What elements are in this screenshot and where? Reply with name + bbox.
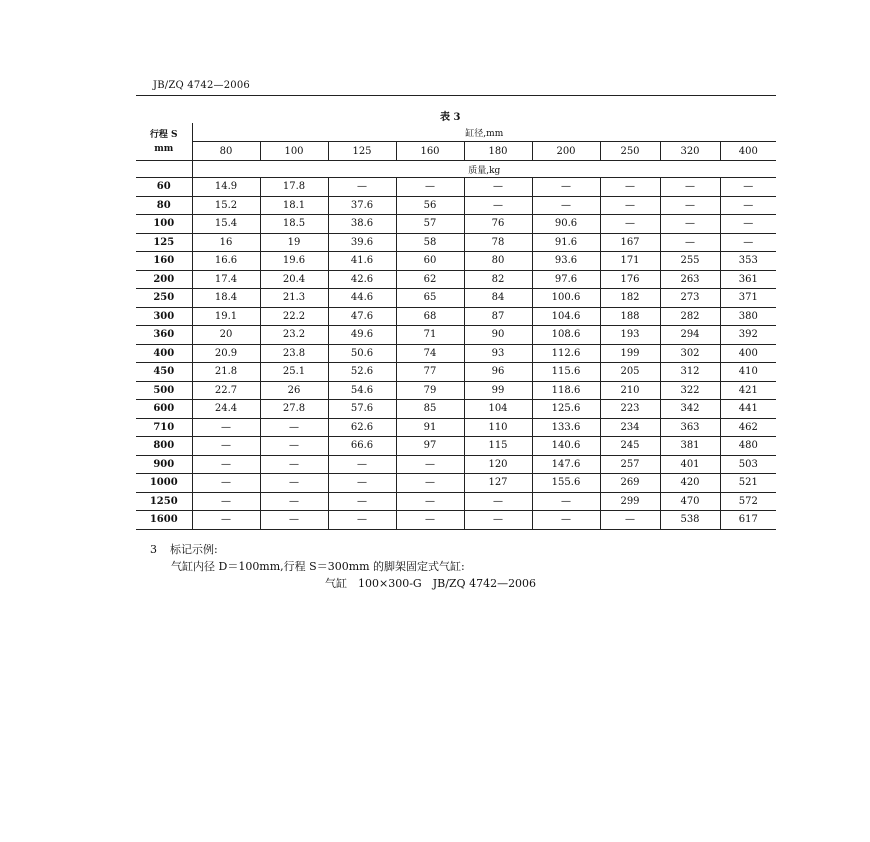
mass-cell: —: [192, 437, 260, 456]
stroke-cell: 710: [136, 418, 192, 437]
mass-cell: 188: [600, 307, 660, 326]
mass-cell: —: [660, 178, 720, 197]
bore-header-cell: 180: [464, 142, 532, 161]
mass-cell: 441: [720, 400, 776, 419]
mass-cell: 199: [600, 344, 660, 363]
mass-cell: 85: [396, 400, 464, 419]
mass-cell: 120: [464, 455, 532, 474]
mass-cell: —: [396, 455, 464, 474]
mass-cell: 342: [660, 400, 720, 419]
table-row: [136, 233, 776, 252]
mass-cell: —: [396, 178, 464, 197]
stroke-cell: 1250: [136, 492, 192, 511]
mass-cell: —: [396, 492, 464, 511]
mass-cell: 104.6: [532, 307, 600, 326]
mass-cell: 110: [464, 418, 532, 437]
stroke-cell: 125: [136, 233, 192, 252]
stroke-header: [136, 123, 192, 161]
mass-cell: 140.6: [532, 437, 600, 456]
mass-cell: 20.9: [192, 344, 260, 363]
mass-cell: 361: [720, 270, 776, 289]
note-description: 气缸内径 D＝100mm,行程 S＝300mm 的脚架固定式气缸:: [171, 560, 465, 573]
mass-cell: 100.6: [532, 289, 600, 308]
bore-header-cell: 250: [600, 142, 660, 161]
mass-cell: —: [328, 474, 396, 493]
bore-row: [136, 142, 776, 161]
mass-cell: 322: [660, 381, 720, 400]
mass-cell: 401: [660, 455, 720, 474]
mass-cell: —: [328, 511, 396, 530]
stroke-cell: 360: [136, 326, 192, 345]
mass-cell: 255: [660, 252, 720, 271]
mass-cell: 115.6: [532, 363, 600, 382]
mass-cell: 50.6: [328, 344, 396, 363]
stroke-cell: 1600: [136, 511, 192, 530]
bore-header-cell: 400: [720, 142, 776, 161]
mass-cell: 282: [660, 307, 720, 326]
mass-cell: 38.6: [328, 215, 396, 234]
mass-cell: 91: [396, 418, 464, 437]
mass-cell: —: [260, 474, 328, 493]
mass-cell: 21.8: [192, 363, 260, 382]
table-row: [136, 270, 776, 289]
mass-cell: 58: [396, 233, 464, 252]
mass-cell: 18.1: [260, 196, 328, 215]
mass-cell: 269: [600, 474, 660, 493]
mass-cell: 167: [600, 233, 660, 252]
mass-cell: 18.4: [192, 289, 260, 308]
bore-header-cell: 320: [660, 142, 720, 161]
mass-cell: 93.6: [532, 252, 600, 271]
marking-example: [150, 541, 536, 592]
mass-cell: 21.3: [260, 289, 328, 308]
mass-cell: 23.2: [260, 326, 328, 345]
table-row: [136, 289, 776, 308]
mass-cell: —: [532, 492, 600, 511]
note-number: 3: [150, 543, 157, 556]
mass-cell: 68: [396, 307, 464, 326]
mass-cell: —: [532, 196, 600, 215]
mass-cell: 24.4: [192, 400, 260, 419]
mass-cell: 205: [600, 363, 660, 382]
mass-cell: 371: [720, 289, 776, 308]
mass-cell: 133.6: [532, 418, 600, 437]
mass-cell: —: [260, 437, 328, 456]
mass-cell: 56: [396, 196, 464, 215]
table-row: [136, 252, 776, 271]
mass-cell: 54.6: [328, 381, 396, 400]
mass-cell: 353: [720, 252, 776, 271]
mass-cell: 420: [660, 474, 720, 493]
mass-cell: 470: [660, 492, 720, 511]
mass-cell: —: [260, 418, 328, 437]
mass-cell: 147.6: [532, 455, 600, 474]
mass-cell: 294: [660, 326, 720, 345]
table-row: [136, 400, 776, 419]
note-designation: 气缸 100×300-G JB/ZQ 4742—2006: [325, 577, 537, 590]
mass-cell: 52.6: [328, 363, 396, 382]
mass-cell: 44.6: [328, 289, 396, 308]
mass-cell: 20: [192, 326, 260, 345]
mass-cell: —: [600, 178, 660, 197]
mass-cell: —: [192, 511, 260, 530]
table-row: [136, 326, 776, 345]
mass-header: 质量,kg: [192, 161, 776, 178]
mass-cell: —: [464, 178, 532, 197]
mass-cell: —: [600, 511, 660, 530]
mass-cell: —: [260, 455, 328, 474]
mass-cell: 108.6: [532, 326, 600, 345]
mass-cell: 171: [600, 252, 660, 271]
mass-cell: 617: [720, 511, 776, 530]
mass-cell: 19: [260, 233, 328, 252]
stroke-cell: 450: [136, 363, 192, 382]
stroke-cell: 500: [136, 381, 192, 400]
mass-cell: 115: [464, 437, 532, 456]
mass-cell: 84: [464, 289, 532, 308]
table-row: [136, 492, 776, 511]
bore-header-cell: 100: [260, 142, 328, 161]
mass-cell: 363: [660, 418, 720, 437]
mass-cell: 57: [396, 215, 464, 234]
table-row: [136, 381, 776, 400]
mass-cell: 47.6: [328, 307, 396, 326]
mass-cell: 299: [600, 492, 660, 511]
table-row: [136, 215, 776, 234]
mass-cell: 74: [396, 344, 464, 363]
bore-header-cell: 200: [532, 142, 600, 161]
mass-cell: 22.2: [260, 307, 328, 326]
mass-cell: —: [464, 511, 532, 530]
mass-cell: 16: [192, 233, 260, 252]
stroke-cell: 900: [136, 455, 192, 474]
mass-cell: 257: [600, 455, 660, 474]
stroke-cell: 200: [136, 270, 192, 289]
mass-cell: —: [720, 196, 776, 215]
table-row: [136, 418, 776, 437]
mass-cell: 62.6: [328, 418, 396, 437]
mass-cell: 410: [720, 363, 776, 382]
mass-cell: —: [192, 418, 260, 437]
mass-cell: 182: [600, 289, 660, 308]
mass-cell: 480: [720, 437, 776, 456]
mass-cell: 82: [464, 270, 532, 289]
header-rule: [136, 95, 776, 96]
mass-cell: —: [328, 455, 396, 474]
mass-cell: 302: [660, 344, 720, 363]
stroke-label: 行程 S: [149, 129, 178, 140]
cylinder-mass-table: [136, 123, 776, 530]
mass-cell: 79: [396, 381, 464, 400]
mass-cell: 572: [720, 492, 776, 511]
mass-cell: 20.4: [260, 270, 328, 289]
mass-cell: 37.6: [328, 196, 396, 215]
mass-cell: 80: [464, 252, 532, 271]
mass-cell: 62: [396, 270, 464, 289]
mass-cell: 57.6: [328, 400, 396, 419]
mass-cell: —: [600, 215, 660, 234]
mass-cell: 16.6: [192, 252, 260, 271]
mass-cell: 15.2: [192, 196, 260, 215]
mass-cell: 22.7: [192, 381, 260, 400]
bore-header: 缸径,mm: [192, 123, 776, 142]
mass-cell: 91.6: [532, 233, 600, 252]
note-title: 标记示例:: [170, 543, 218, 556]
mass-cell: 127: [464, 474, 532, 493]
mass-cell: 41.6: [328, 252, 396, 271]
mass-cell: —: [464, 196, 532, 215]
mass-cell: 60: [396, 252, 464, 271]
mass-cell: 87: [464, 307, 532, 326]
mass-cell: —: [328, 492, 396, 511]
mass-cell: —: [720, 215, 776, 234]
mass-cell: 78: [464, 233, 532, 252]
mass-cell: 71: [396, 326, 464, 345]
mass-cell: 27.8: [260, 400, 328, 419]
mass-cell: 503: [720, 455, 776, 474]
stroke-cell: 600: [136, 400, 192, 419]
mass-cell: 118.6: [532, 381, 600, 400]
mass-cell: 538: [660, 511, 720, 530]
stroke-unit: mm: [154, 143, 174, 154]
mass-cell: 125.6: [532, 400, 600, 419]
mass-cell: 66.6: [328, 437, 396, 456]
mass-cell: —: [192, 455, 260, 474]
mass-cell: 15.4: [192, 215, 260, 234]
mass-cell: 93: [464, 344, 532, 363]
mass-cell: 155.6: [532, 474, 600, 493]
mass-cell: 97: [396, 437, 464, 456]
bore-header-cell: 80: [192, 142, 260, 161]
mass-cell: 193: [600, 326, 660, 345]
table-row: [136, 363, 776, 382]
mass-cell: 19.1: [192, 307, 260, 326]
mass-cell: —: [720, 178, 776, 197]
mass-cell: 17.8: [260, 178, 328, 197]
bore-header-cell: 125: [328, 142, 396, 161]
mass-cell: 14.9: [192, 178, 260, 197]
table-row: [136, 178, 776, 197]
table-body: [136, 178, 776, 530]
mass-cell: —: [660, 196, 720, 215]
table-row: [136, 474, 776, 493]
mass-cell: 18.5: [260, 215, 328, 234]
mass-cell: 400: [720, 344, 776, 363]
mass-cell: 245: [600, 437, 660, 456]
mass-cell: —: [600, 196, 660, 215]
mass-cell: —: [260, 511, 328, 530]
mass-cell: 312: [660, 363, 720, 382]
stroke-cell: 300: [136, 307, 192, 326]
mass-cell: 17.4: [192, 270, 260, 289]
mass-cell: —: [532, 178, 600, 197]
mass-cell: 42.6: [328, 270, 396, 289]
mass-cell: 521: [720, 474, 776, 493]
mass-cell: 273: [660, 289, 720, 308]
mass-cell: 25.1: [260, 363, 328, 382]
mass-cell: 210: [600, 381, 660, 400]
bore-header-cell: 160: [396, 142, 464, 161]
mass-cell: 462: [720, 418, 776, 437]
mass-cell: 97.6: [532, 270, 600, 289]
stroke-cell: 80: [136, 196, 192, 215]
table-row: [136, 437, 776, 456]
stroke-cell: 250: [136, 289, 192, 308]
mass-cell: 19.6: [260, 252, 328, 271]
mass-cell: 421: [720, 381, 776, 400]
table-row: [136, 511, 776, 530]
mass-cell: 39.6: [328, 233, 396, 252]
mass-cell: 234: [600, 418, 660, 437]
mass-cell: —: [260, 492, 328, 511]
mass-cell: 263: [660, 270, 720, 289]
mass-cell: 76: [464, 215, 532, 234]
mass-cell: 392: [720, 326, 776, 345]
mass-cell: —: [660, 215, 720, 234]
mass-cell: 176: [600, 270, 660, 289]
mass-cell: 223: [600, 400, 660, 419]
stroke-cell: 100: [136, 215, 192, 234]
mass-cell: 23.8: [260, 344, 328, 363]
note-title-line: [150, 541, 536, 558]
mass-cell: 90: [464, 326, 532, 345]
mass-cell: 96: [464, 363, 532, 382]
stroke-header-spacer: [136, 161, 192, 178]
mass-cell: 381: [660, 437, 720, 456]
mass-cell: 49.6: [328, 326, 396, 345]
standard-header: JB/ZQ 4742—2006: [153, 80, 250, 91]
mass-cell: —: [192, 492, 260, 511]
mass-cell: —: [396, 511, 464, 530]
mass-cell: 90.6: [532, 215, 600, 234]
stroke-cell: 160: [136, 252, 192, 271]
mass-cell: 380: [720, 307, 776, 326]
mass-cell: —: [464, 492, 532, 511]
table-caption: 表 3: [440, 112, 461, 123]
mass-cell: —: [192, 474, 260, 493]
table-row: [136, 455, 776, 474]
mass-cell: 99: [464, 381, 532, 400]
stroke-cell: 1000: [136, 474, 192, 493]
mass-cell: 26: [260, 381, 328, 400]
mass-cell: 77: [396, 363, 464, 382]
mass-cell: —: [660, 233, 720, 252]
table-row: [136, 344, 776, 363]
stroke-cell: 60: [136, 178, 192, 197]
mass-cell: 104: [464, 400, 532, 419]
mass-cell: —: [720, 233, 776, 252]
table-row: [136, 307, 776, 326]
mass-cell: —: [396, 474, 464, 493]
mass-cell: 65: [396, 289, 464, 308]
mass-cell: —: [532, 511, 600, 530]
stroke-cell: 800: [136, 437, 192, 456]
stroke-cell: 400: [136, 344, 192, 363]
mass-cell: 112.6: [532, 344, 600, 363]
table-row: [136, 196, 776, 215]
mass-cell: —: [328, 178, 396, 197]
